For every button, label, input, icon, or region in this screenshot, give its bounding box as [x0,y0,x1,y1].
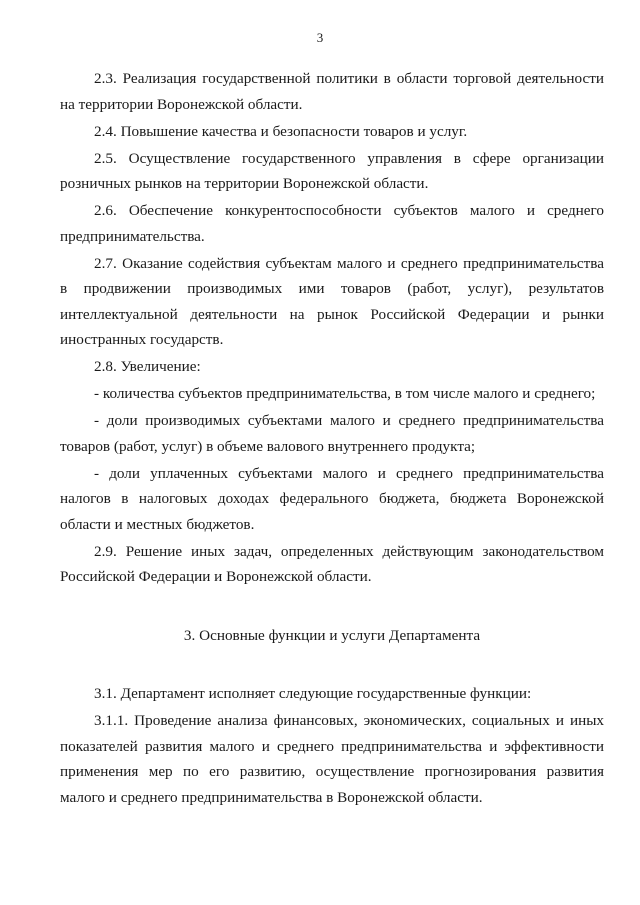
page-number: 3 [316,30,324,45]
paragraph-3-1-1: 3.1.1. Проведение анализа финансовых, экономических, социальных и иных показателей развития малого и среднего предпринимательства и эффективности применения мер по его развитию, осуществление прогнозирования развития малого и среднего предпринимательства в Воронежской области. [60,712,604,806]
paragraph-2-5: 2.5. Осуществление государственного управления в сфере организации розничных рынков на территории Воронежской области. [60,149,604,192]
list-item-share-goods: - доли производимых субъектами малого и среднего предпринимательства товаров (работ, услуг) в объеме валового внутреннего продукта; [60,412,604,455]
paragraph-2-9: 2.9. Решение иных задач, определенных действующим законодательством Российской Федерации и Воронежской области. [60,542,604,585]
paragraph-2-6: 2.6. Обеспечение конкурентоспособности субъектов малого и среднего предпринимательства. [60,202,604,245]
section-heading: 3. Основные функции и услуги Департамента [183,626,481,644]
paragraph-2-7: 2.7. Оказание содействия субъектам малого и среднего предпринимательства в продвижении производимых ими товаров (работ, услуг), результатов интеллектуальной деятельности на рынок Российской Федерации и рынки иностранных государств. [60,254,604,348]
paragraph-2-8: 2.8. Увеличение: [94,358,201,375]
paragraph-2-4: 2.4. Повышение качества и безопасности товаров и услуг. [94,122,468,140]
paragraph-3-1: 3.1. Департамент исполняет следующие государственные функции: [94,685,532,702]
list-item-share-taxes: - доли уплаченных субъектами малого и среднего предпринимательства налогов в налоговых доходах федерального бюджета, бюджета Воронежской области и местных бюджетов. [60,464,604,533]
list-item-quantity: - количества субъектов предпринимательства, в том числе малого и среднего; [94,385,596,402]
paragraph-2-3: 2.3. Реализация государственной политики в области торговой деятельности на территории Воронежской области. [60,70,604,113]
document-body [60,66,604,812]
